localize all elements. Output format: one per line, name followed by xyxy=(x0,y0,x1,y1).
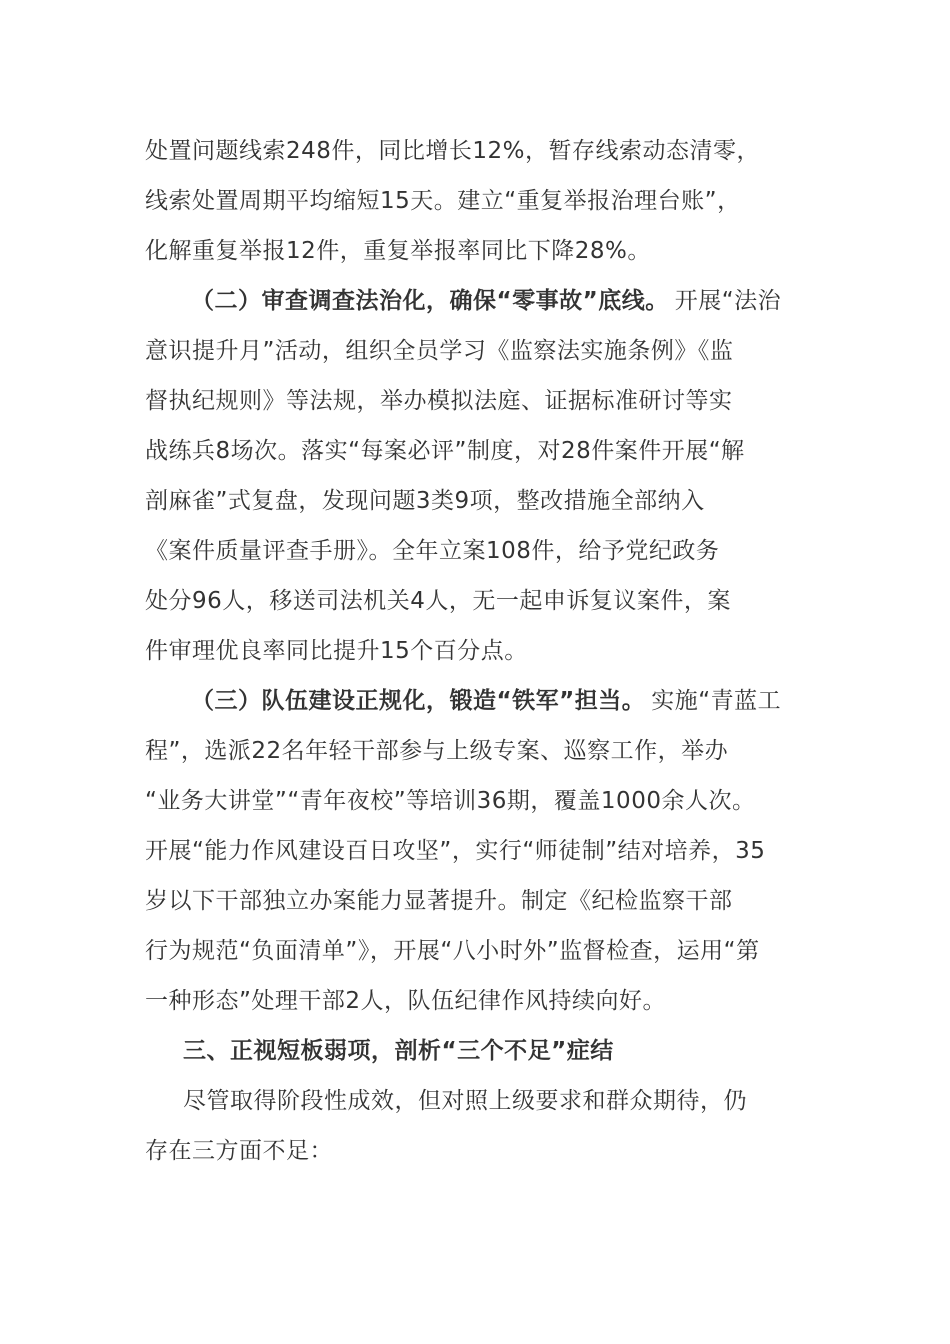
text-line: 件审理优良率同比提升15个百分点。 xyxy=(145,638,528,664)
text-line: 尽管取得阶段性成效，但对照上级要求和群众期待，仍 xyxy=(183,1088,747,1114)
text-line: 开展“能力作风建设百日攻坚”，实行“师徒制”结对培养，35 xyxy=(145,838,766,864)
section-heading: 三、正视短板弱项，剖析“三个不足”症结 xyxy=(183,1038,614,1064)
text-line xyxy=(145,676,815,726)
text-fragment: 实施“青蓝工 xyxy=(651,688,782,714)
text-line: 化解重复举报12件，重复举报率同比下降28%。 xyxy=(145,238,651,264)
text-line: 存在三方面不足： xyxy=(145,1138,333,1164)
paragraph-clue-handling xyxy=(145,126,815,276)
text-line: 一种形态”处理干部2人，队伍纪律作风持续向好。 xyxy=(145,988,667,1014)
text-line: 程”，选派22名年轻干部参与上级专案、巡察工作，举办 xyxy=(145,738,729,764)
paragraph-shortcomings-intro xyxy=(145,1076,815,1176)
text-line: 剖麻雀”式复盘，发现问题3类9项，整改措施全部纳入 xyxy=(145,488,705,514)
paragraph-team-building xyxy=(145,676,815,1026)
text-line: 《案件质量评查手册》。全年立案108件，给予党纪政务 xyxy=(145,538,720,564)
text-line: 线索处置周期平均缩短15天。建立“重复举报治理台账”， xyxy=(145,188,741,214)
subsection-lead: （三）队伍建设正规化，锻造“铁军”担当。 xyxy=(191,688,646,714)
document-body xyxy=(145,126,815,1176)
paragraph-investigation-rule-of-law xyxy=(145,276,815,676)
text-line: 督执纪规则》等法规，举办模拟法庭、证据标准研讨等实 xyxy=(145,388,733,414)
text-line: 处置问题线索248件，同比增长12%，暂存线索动态清零， xyxy=(145,138,761,164)
text-fragment: 开展“法治 xyxy=(674,288,782,314)
text-line: “业务大讲堂”“青年夜校”等培训36期，覆盖1000余人次。 xyxy=(145,788,756,814)
text-line: 岁以下干部独立办案能力显著提升。制定《纪检监察干部 xyxy=(145,888,733,914)
text-line xyxy=(145,276,815,326)
text-line: 处分96人，移送司法机关4人，无一起申诉复议案件，案 xyxy=(145,588,731,614)
subsection-lead: （二）审查调查法治化，确保“零事故”底线。 xyxy=(191,288,669,314)
text-line: 意识提升月”活动，组织全员学习《监察法实施条例》《监 xyxy=(145,338,734,364)
text-line: 战练兵8场次。落实“每案必评”制度，对28件案件开展“解 xyxy=(145,438,745,464)
text-line: 行为规范“负面清单”》，开展“八小时外”监督检查，运用“第 xyxy=(145,938,760,964)
